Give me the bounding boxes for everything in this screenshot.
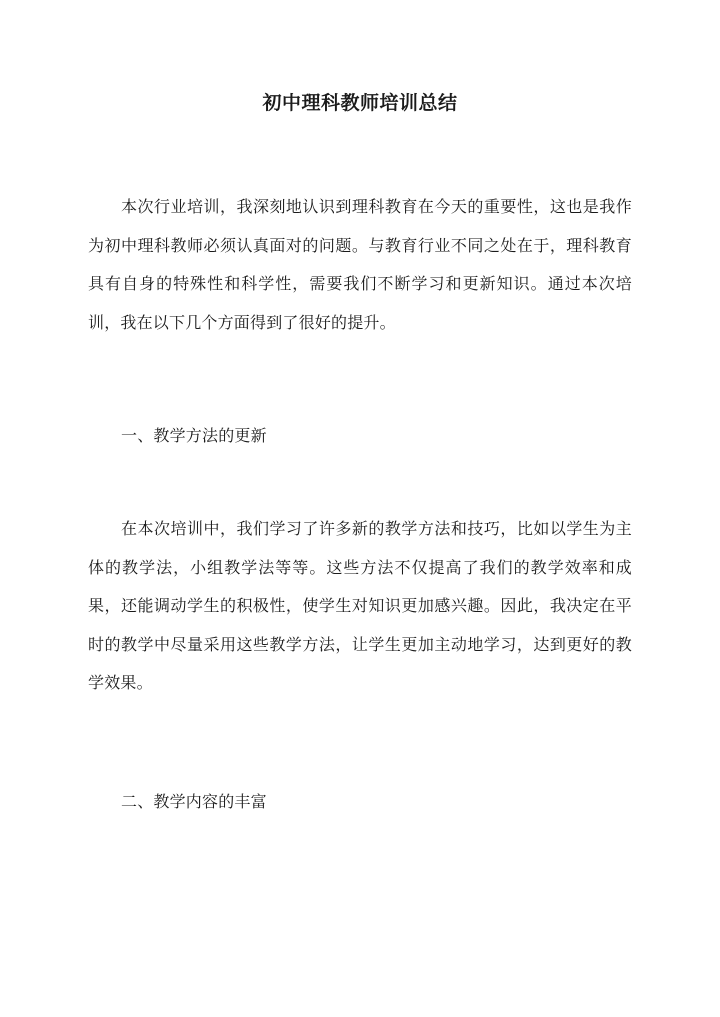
document-title: 初中理科教师培训总结 — [262, 92, 458, 114]
intro-paragraph: 本次行业培训，我深刻地认识到理科教育在今天的重要性，这也是我作为初中理科教师必须认真面对的问题。与教育行业不同之处在于，理科教育具有自身的特殊性和科学性，需要我们不断学习和更新知识。通过本次培训，我在以下几个方面得到了很好的提升。 — [88, 197, 632, 332]
section-heading-teaching-methods: 一、教学方法的更新 — [121, 426, 267, 445]
teaching-methods-paragraph: 在本次培训中，我们学习了许多新的教学方法和技巧，比如以学生为主体的教学法，小组教学法等等。这些方法不仅提高了我们的教学效率和成果，还能调动学生的积极性，使学生对知识更加感兴趣。因此，我决定在平时的教学中尽量采用这些教学方法，让学生更加主动地学习，达到更好的教学效果。 — [88, 519, 632, 692]
section-heading-teaching-content: 二、教学内容的丰富 — [121, 792, 267, 811]
